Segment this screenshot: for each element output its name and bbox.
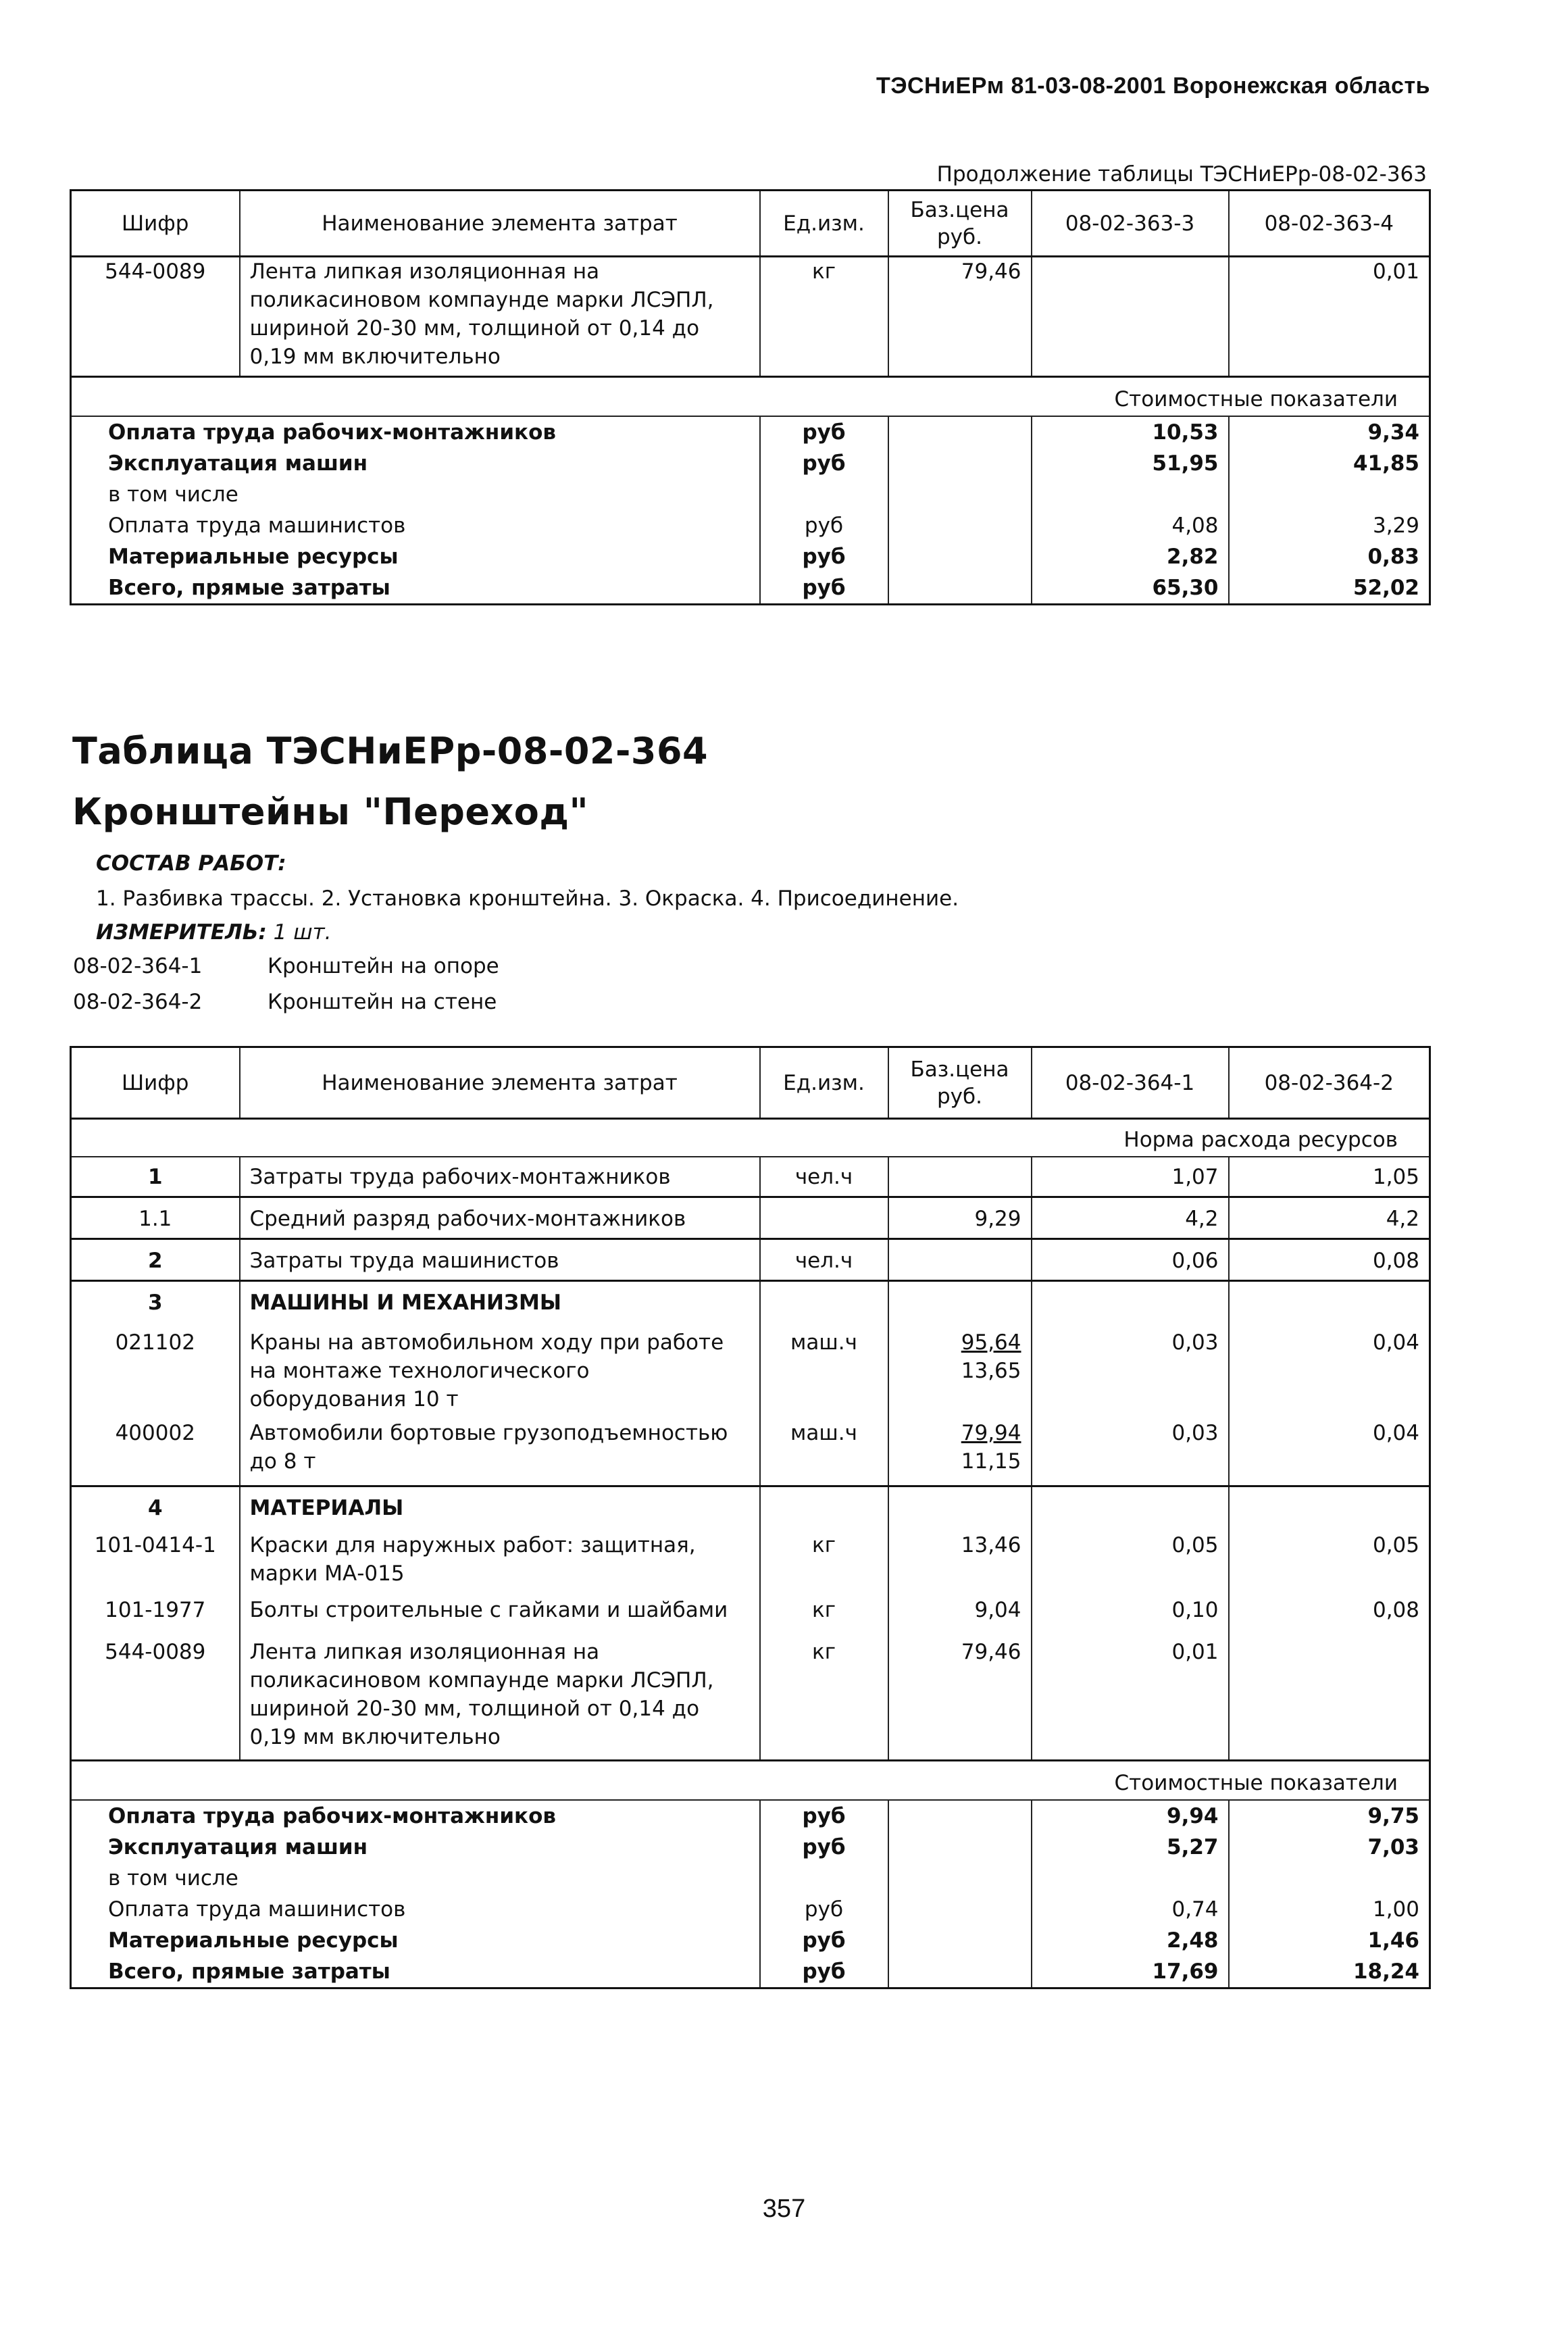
price-labor: 11,15 bbox=[961, 1449, 1021, 1474]
row-value-2: 0,05 bbox=[1372, 1532, 1419, 1557]
row-unit: маш.ч bbox=[760, 1419, 888, 1486]
summary-label: Всего, прямые затраты bbox=[71, 1956, 760, 1988]
column-header-rate-2: 08-02-363-4 bbox=[1229, 191, 1430, 257]
table-row bbox=[71, 1486, 1430, 1528]
row-price: 13,46 bbox=[888, 1528, 1032, 1596]
summary-value-2: 52,02 bbox=[1352, 575, 1419, 600]
row-price: 9,29 bbox=[888, 1197, 1032, 1239]
row-value-2: 4,2 bbox=[1229, 1197, 1430, 1239]
table-row bbox=[71, 1157, 1430, 1197]
page-number: 357 bbox=[762, 2195, 806, 2223]
row-value-2: 0,08 bbox=[1229, 1239, 1430, 1281]
table-row bbox=[71, 1596, 1430, 1638]
summary-value-1: 65,30 bbox=[1032, 572, 1229, 605]
row-unit: кг bbox=[760, 1528, 888, 1596]
measure-line bbox=[96, 920, 331, 945]
row-code: 1.1 bbox=[71, 1197, 240, 1239]
row-value-1: 4,2 bbox=[1032, 1197, 1229, 1239]
summary-value-2: 9,34 bbox=[1367, 420, 1419, 445]
summary-value-1: 0,74 bbox=[1032, 1894, 1229, 1925]
summary-unit: руб bbox=[760, 416, 888, 448]
row-price bbox=[888, 1157, 1032, 1197]
work-composition-text: 1. Разбивка трассы. 2. Установка кронштейна. 3. Окраска. 4. Присоединение. bbox=[96, 886, 959, 911]
work-composition-label: СОСТАВ РАБОТ: bbox=[96, 851, 286, 876]
summary-value-1: 2,82 bbox=[1032, 541, 1229, 572]
row-value-1: 0,10 bbox=[1032, 1596, 1229, 1638]
row-value-2: 0,01 bbox=[1372, 259, 1419, 284]
summary-unit: руб bbox=[760, 541, 888, 572]
item-name: Кронштейн на стене bbox=[268, 990, 497, 1014]
summary-value-1: 51,95 bbox=[1032, 448, 1229, 479]
column-header-unit: Ед.изм. bbox=[760, 1047, 888, 1119]
table-row bbox=[71, 1239, 1430, 1281]
row-unit: маш.ч bbox=[760, 1324, 888, 1419]
row-value-2: 0,04 bbox=[1372, 1420, 1419, 1445]
column-header-rate-1: 08-02-363-3 bbox=[1032, 191, 1229, 257]
column-header-rate-1: 08-02-364-1 bbox=[1032, 1047, 1229, 1119]
summary-label: Эксплуатация машин bbox=[71, 1832, 760, 1863]
summary-value-1: 4,08 bbox=[1032, 510, 1229, 541]
summary-unit: руб bbox=[760, 1800, 888, 1832]
table-row bbox=[71, 1419, 1430, 1486]
summary-value-2: 7,03 bbox=[1367, 1834, 1419, 1859]
price-base: 95,64 bbox=[961, 1330, 1021, 1355]
column-header-price: Баз.цена руб. bbox=[888, 1047, 1032, 1119]
summary-label: Эксплуатация машин bbox=[71, 448, 760, 479]
measure-label: ИЗМЕРИТЕЛЬ: bbox=[96, 920, 267, 945]
summary-value-1: 2,48 bbox=[1032, 1925, 1229, 1956]
summary-value-2: 3,29 bbox=[1372, 513, 1419, 538]
row-code: 544-0089 bbox=[71, 1638, 240, 1761]
summary-label: Материальные ресурсы bbox=[71, 541, 760, 572]
row-unit: кг bbox=[760, 1596, 888, 1638]
summary-unit: руб bbox=[760, 572, 888, 605]
row-code: 2 bbox=[71, 1239, 240, 1281]
row-name: Затраты труда машинистов bbox=[240, 1239, 760, 1281]
row-price: 79,46 bbox=[888, 257, 1032, 377]
row-value-2 bbox=[1229, 1638, 1430, 1761]
section-table-title: Таблица ТЭСНиЕРр-08-02-364 bbox=[72, 730, 709, 772]
table-row bbox=[71, 1638, 1430, 1761]
row-name: Болты строительные с гайками и шайбами bbox=[240, 1596, 760, 1638]
summary-label: Оплата труда рабочих-монтажников bbox=[71, 416, 760, 448]
row-name: Затраты труда рабочих-монтажников bbox=[240, 1157, 760, 1197]
summary-value-2: 1,00 bbox=[1372, 1897, 1419, 1922]
row-price bbox=[888, 1324, 1032, 1419]
row-value-1 bbox=[1032, 257, 1229, 377]
row-name: Краски для наружных работ: защитная, марки МА-015 bbox=[240, 1528, 760, 1596]
row-value-1: 0,03 bbox=[1032, 1324, 1229, 1419]
row-value-2: 0,08 bbox=[1372, 1597, 1419, 1622]
item-code: 08-02-364-1 bbox=[73, 954, 203, 978]
table-row bbox=[71, 1281, 1430, 1324]
price-labor: 13,65 bbox=[961, 1358, 1021, 1383]
row-price: 79,46 bbox=[888, 1638, 1032, 1761]
column-header-unit: Ед.изм. bbox=[760, 191, 888, 257]
row-name: МАТЕРИАЛЫ bbox=[240, 1486, 760, 1528]
row-name: Лента липкая изоляционная на поликасиновом компаунде марки ЛСЭПЛ, шириной 20-30 мм, толщиной от 0,14 до 0,19 мм включительно bbox=[240, 257, 760, 377]
row-code: 400002 bbox=[71, 1419, 240, 1486]
summary-unit: руб bbox=[760, 1894, 888, 1925]
summary-label: Оплата труда рабочих-монтажников bbox=[71, 1800, 760, 1832]
row-value-1: 0,03 bbox=[1032, 1419, 1229, 1486]
row-value-1: 1,07 bbox=[1032, 1157, 1229, 1197]
document-header-title: ТЭСНиЕРм 81-03-08-2001 Воронежская область bbox=[876, 73, 1430, 99]
summary-label: в том числе bbox=[71, 479, 760, 510]
row-unit: чел.ч bbox=[760, 1239, 888, 1281]
summary-label: Материальные ресурсы bbox=[71, 1925, 760, 1956]
summary-unit: руб bbox=[760, 510, 888, 541]
column-header-rate-2: 08-02-364-2 bbox=[1229, 1047, 1430, 1119]
resource-table-363 bbox=[70, 189, 1431, 605]
summary-value-1: 5,27 bbox=[1032, 1832, 1229, 1863]
row-unit: чел.ч bbox=[760, 1157, 888, 1197]
summary-value-2: 9,75 bbox=[1367, 1803, 1419, 1828]
row-name: Краны на автомобильном ходу при работе на монтаже технологического оборудования 10 т bbox=[240, 1324, 760, 1419]
summary-label: Оплата труда машинистов bbox=[71, 1894, 760, 1925]
cost-indicators-banner: Стоимостные показатели bbox=[71, 1761, 1430, 1800]
summary-unit: руб bbox=[760, 1925, 888, 1956]
summary-unit: руб bbox=[760, 448, 888, 479]
summary-value-2: 0,83 bbox=[1367, 544, 1419, 569]
column-header-name: Наименование элемента затрат bbox=[240, 1047, 760, 1119]
row-price bbox=[888, 1239, 1032, 1281]
summary-label: Оплата труда машинистов bbox=[71, 510, 760, 541]
summary-value-1: 10,53 bbox=[1032, 416, 1229, 448]
summary-value-2: 1,46 bbox=[1367, 1928, 1419, 1953]
table-row bbox=[71, 1197, 1430, 1239]
item-code: 08-02-364-2 bbox=[73, 990, 203, 1014]
price-base: 79,94 bbox=[961, 1420, 1021, 1445]
column-header-name: Наименование элемента затрат bbox=[240, 191, 760, 257]
table-continuation-caption: Продолжение таблицы ТЭСНиЕРр-08-02-363 bbox=[936, 162, 1427, 186]
summary-value-1: 9,94 bbox=[1032, 1800, 1229, 1832]
row-value-2: 0,04 bbox=[1372, 1330, 1419, 1355]
row-price: 9,04 bbox=[888, 1596, 1032, 1638]
summary-unit: руб bbox=[760, 1832, 888, 1863]
row-name: Лента липкая изоляционная на поликасиновом компаунде марки ЛСЭПЛ, шириной 20-30 мм, толщиной от 0,14 до 0,19 мм включительно bbox=[240, 1638, 760, 1761]
summary-label: в том числе bbox=[71, 1863, 760, 1894]
row-value-1: 0,01 bbox=[1032, 1638, 1229, 1761]
row-code: 1 bbox=[71, 1157, 240, 1197]
column-header-price: Баз.цена руб. bbox=[888, 191, 1032, 257]
row-value-1: 0,05 bbox=[1032, 1528, 1229, 1596]
column-header-code: Шифр bbox=[71, 191, 240, 257]
row-code: 101-0414-1 bbox=[71, 1528, 240, 1596]
row-value-2: 1,05 bbox=[1372, 1164, 1419, 1189]
resource-table-364 bbox=[70, 1046, 1431, 1989]
row-price bbox=[888, 1419, 1032, 1486]
row-name: МАШИНЫ И МЕХАНИЗМЫ bbox=[240, 1281, 760, 1324]
norm-banner: Норма расхода ресурсов bbox=[71, 1119, 1430, 1157]
row-value-1: 0,06 bbox=[1032, 1239, 1229, 1281]
row-unit bbox=[760, 1197, 888, 1239]
summary-label: Всего, прямые затраты bbox=[71, 572, 760, 605]
row-code: 4 bbox=[71, 1486, 240, 1528]
summary-value-2: 18,24 bbox=[1352, 1959, 1419, 1984]
row-code: 101-1977 bbox=[71, 1596, 240, 1638]
row-code: 544-0089 bbox=[71, 257, 240, 377]
cost-indicators-banner: Стоимостные показатели bbox=[71, 377, 1430, 416]
row-name: Автомобили бортовые грузоподъемностью до 8 т bbox=[240, 1419, 760, 1486]
row-code: 3 bbox=[71, 1281, 240, 1324]
summary-value-1: 17,69 bbox=[1032, 1956, 1229, 1988]
item-name: Кронштейн на опоре bbox=[268, 954, 499, 978]
row-unit: кг bbox=[760, 1638, 888, 1761]
row-unit: кг bbox=[760, 257, 888, 377]
table-row bbox=[71, 1528, 1430, 1596]
table-row bbox=[71, 1324, 1430, 1419]
row-code: 021102 bbox=[71, 1324, 240, 1419]
table-row bbox=[71, 257, 1430, 377]
row-name: Средний разряд рабочих-монтажников bbox=[240, 1197, 760, 1239]
summary-unit: руб bbox=[760, 1956, 888, 1988]
section-subtitle: Кронштейны "Переход" bbox=[72, 791, 589, 833]
measure-value: 1 шт. bbox=[273, 920, 332, 945]
summary-value-2: 41,85 bbox=[1352, 451, 1419, 476]
column-header-code: Шифр bbox=[71, 1047, 240, 1119]
